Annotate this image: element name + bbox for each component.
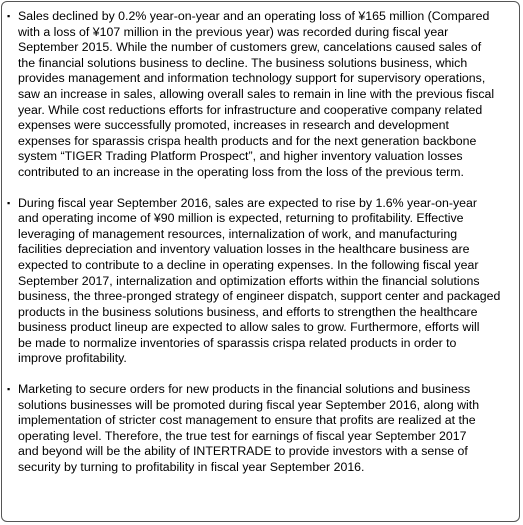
paragraph-line: the financial solutions business to decline. The business solutions business, which — [18, 55, 468, 70]
bullet-list — [6, 9, 518, 476]
paragraph-line: be made to normalize inventories of sparassis crispa related products in order to — [18, 335, 457, 350]
bullet-paragraph-fy2015-results — [6, 9, 518, 181]
paragraph-line: business product lineup are expected to allow sales to grow. Furthermore, efforts will — [18, 320, 480, 335]
bullet-icon: ▪ — [7, 384, 11, 395]
paragraph-line: solutions businesses will be promoted during fiscal year September 2016, along with — [18, 397, 480, 412]
paragraph-line: Marketing to secure orders for new products in the financial solutions and business — [18, 382, 471, 397]
paragraph-line: and beyond will be the ability of INTERTRADE to provide investors with a sense of — [18, 444, 468, 459]
paragraph-line: facilities depreciation and inventory valuation losses in the healthcare business are — [18, 242, 470, 257]
paragraph-line: implementation of stricter cost management to ensure that profits are realized at the — [18, 413, 476, 428]
paragraph-line: provides management and information technology support for supervisory operations, — [18, 71, 486, 86]
paragraph-line: improve profitability. — [18, 351, 127, 366]
paragraph-line: system “TIGER Trading Platform Prospect”, and higher inventory valuation losses — [18, 149, 463, 164]
paragraph-line: expenses were successfully promoted, increases in research and development — [18, 118, 449, 133]
paragraph-line: Sales declined by 0.2% year-on-year and an operating loss of ¥165 million (Compared — [18, 9, 490, 23]
bullet-icon: ▪ — [7, 11, 11, 21]
paragraph-line: contributed to an increase in the operating loss from the loss of the previous term. — [18, 164, 464, 179]
text-frame — [1, 1, 520, 522]
bullet-paragraph-fy2016-outlook — [6, 196, 518, 368]
paragraph-line: expected to contribute to a decline in operating expenses. In the following fiscal year — [18, 257, 479, 272]
paragraph-line: and operating income of ¥90 million is expected, returning to profitability. Effective — [18, 211, 464, 226]
paragraph-line: During fiscal year September 2016, sales are expected to rise by 1.6% year-on-year — [18, 195, 478, 210]
paragraph-line: business, the three-pronged strategy of engineer dispatch, support center and packaged — [18, 289, 501, 304]
paragraph-line: with a loss of ¥107 million in the previous year) was recorded during fiscal year — [18, 24, 449, 39]
paragraph-line: September 2017, internalization and optimization efforts within the financial solutions — [18, 273, 480, 288]
paragraph-line: expenses for sparassis crispa health products and for the next generation backbone — [18, 133, 477, 148]
paragraph-line: products in the business solutions business, and efforts to strengthen the healthcare — [18, 304, 478, 319]
bullet-paragraph-marketing — [6, 382, 518, 476]
paragraph-line: operating level. Therefore, the true test for earnings of fiscal year September 2017 — [18, 428, 467, 443]
bullet-icon: ▪ — [7, 197, 11, 208]
paragraph-line: security by turning to profitability in fiscal year September 2016. — [18, 460, 365, 475]
paragraph-line: leveraging of management resources, internalization of work, and manufacturing — [18, 226, 458, 241]
paragraph-line: September 2015. While the number of customers grew, cancelations caused sales of — [18, 40, 482, 55]
paragraph-line: year. While cost reductions efforts for infrastructure and cooperative company related — [18, 102, 483, 117]
paragraph-line: saw an increase in sales, allowing overall sales to remain in line with the previous fiscal — [18, 86, 495, 101]
